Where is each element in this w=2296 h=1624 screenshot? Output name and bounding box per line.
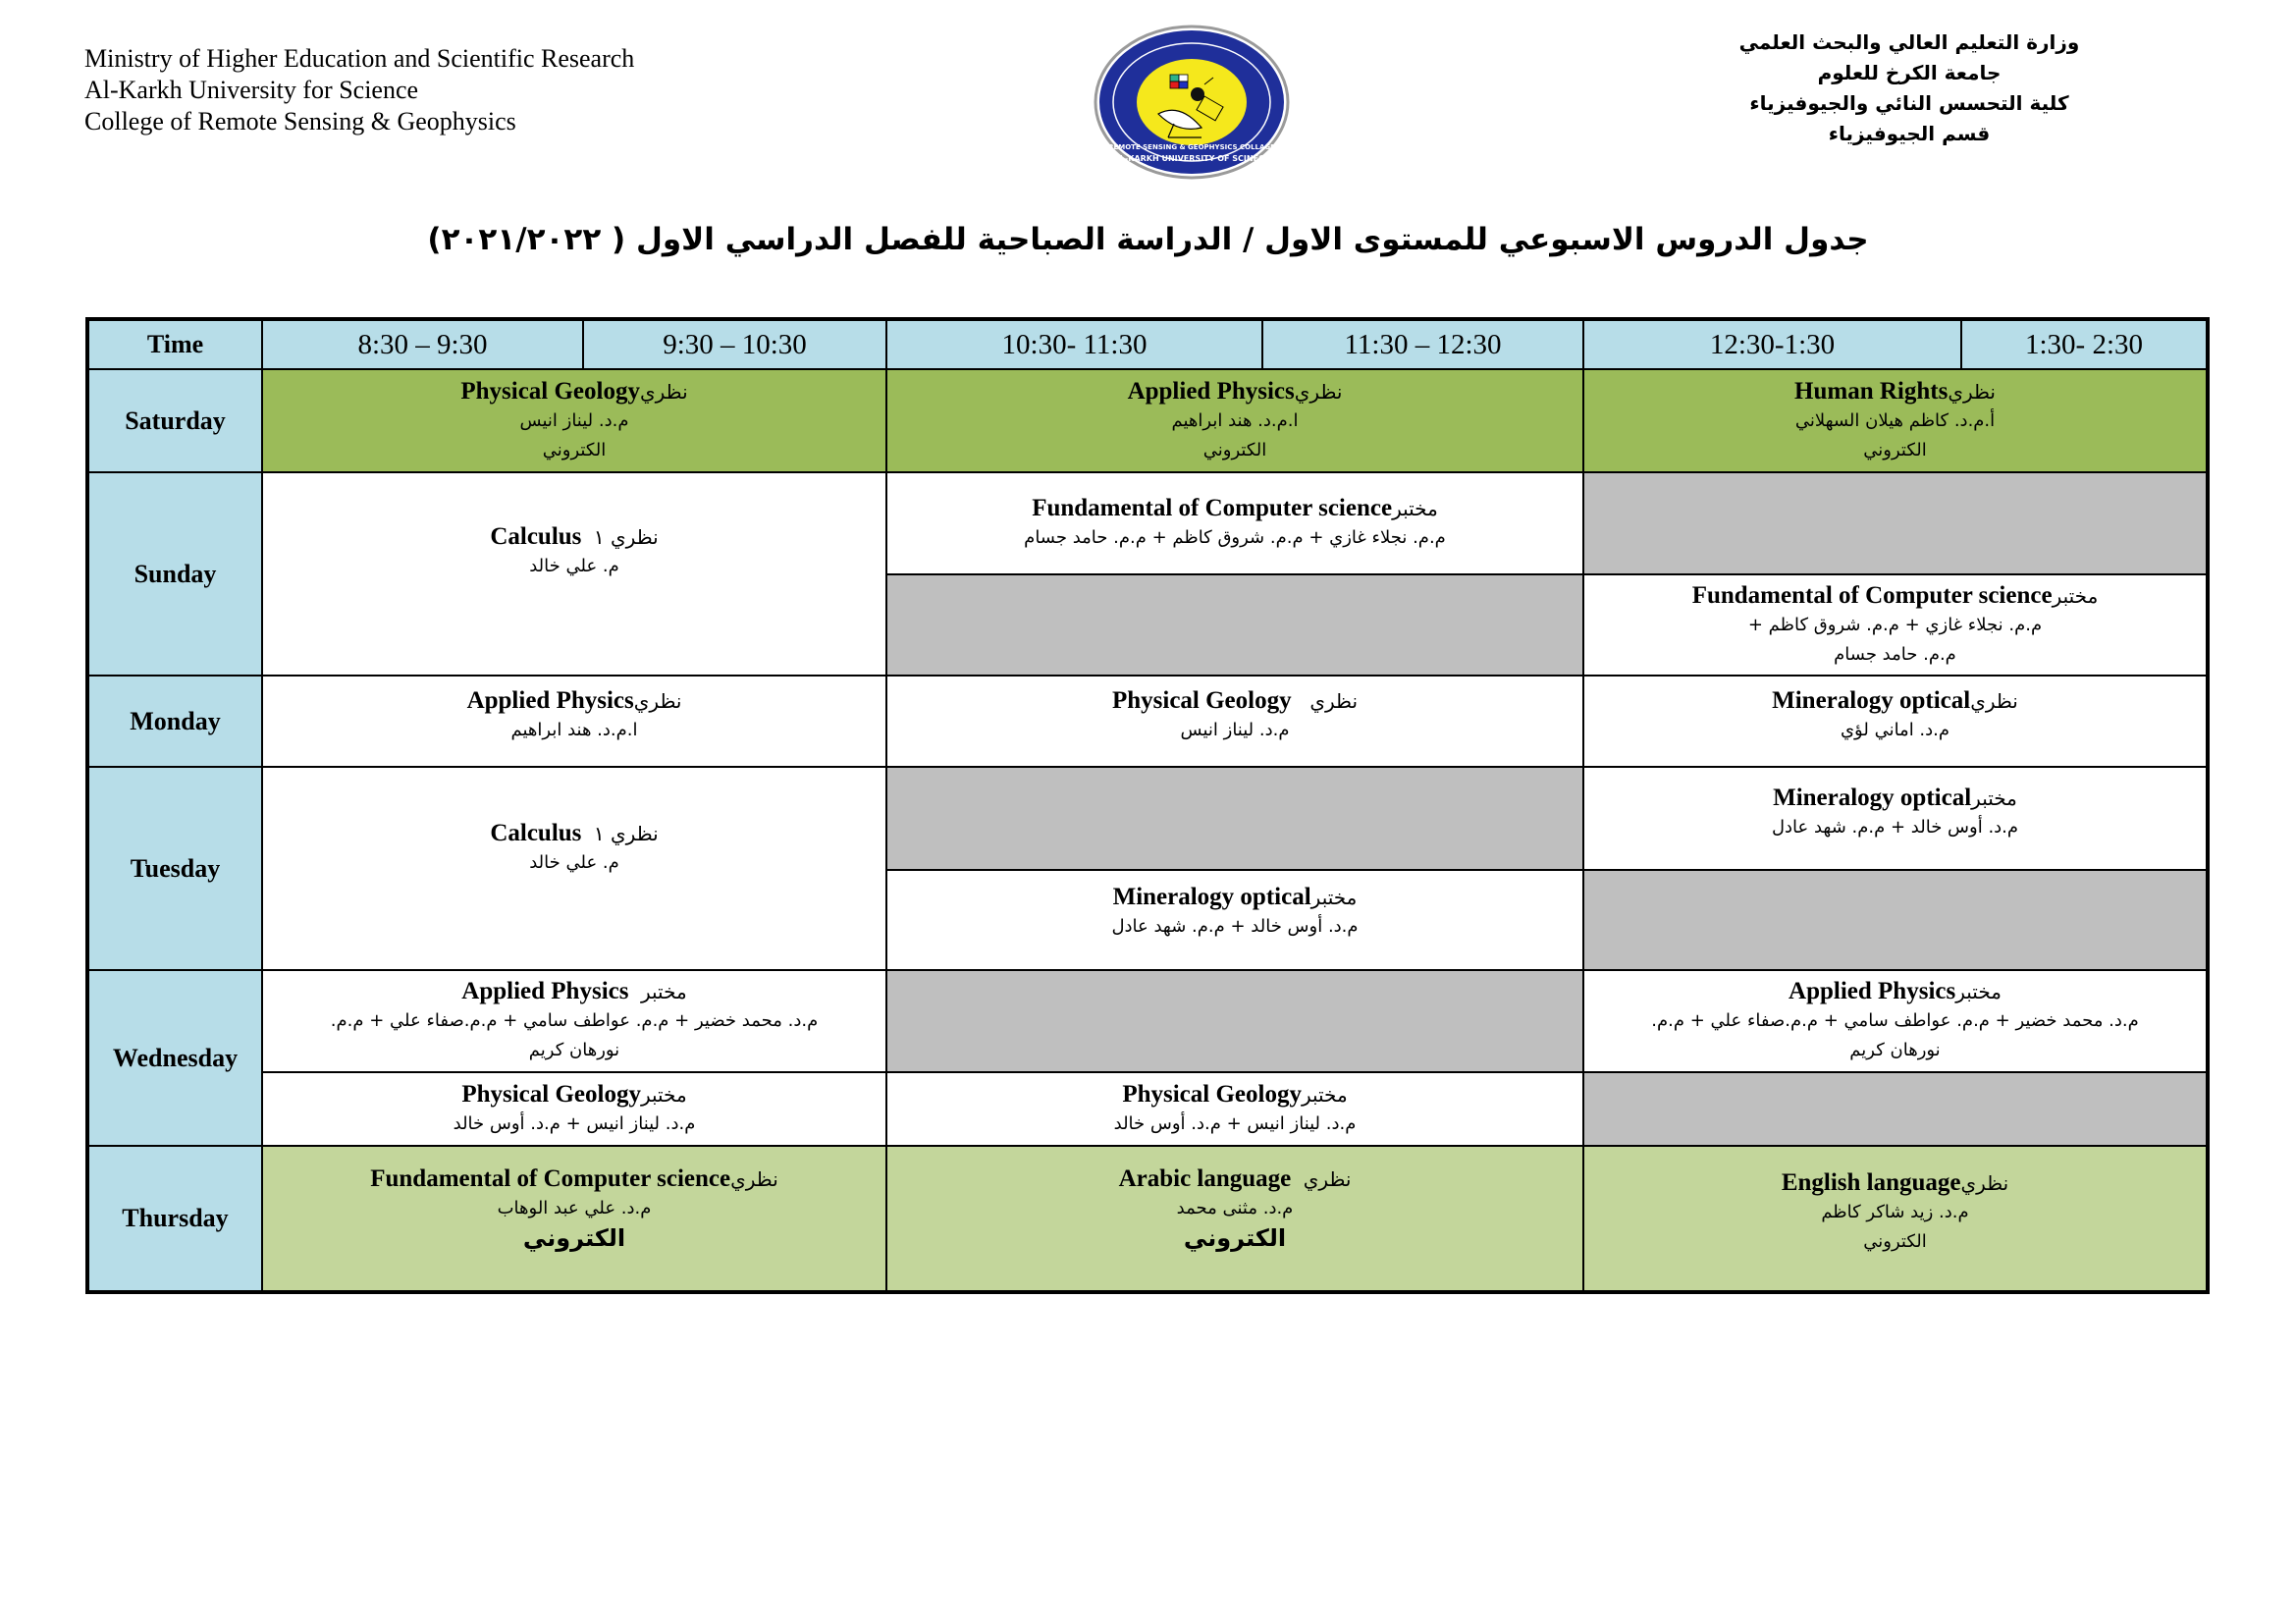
day-thursday [88, 1146, 262, 1291]
slot-header-2 [583, 320, 886, 369]
day-tuesday [88, 767, 262, 970]
instructor: م. علي خالد [529, 556, 619, 576]
day-label: Wednesday [112, 1043, 239, 1072]
slot-label: 11:30 – 12:30 [1344, 328, 1502, 360]
instructor: م.د. محمد خضير + م.م. عواطف سامي + م.م.صفاء علي + م.م. [330, 1010, 819, 1031]
time-header-cell [88, 320, 262, 369]
course-line [1782, 1168, 2008, 1198]
slot-header-4 [1262, 320, 1583, 369]
course-line [1692, 581, 2099, 611]
day-label: Saturday [125, 406, 226, 435]
session-type: نظري [1309, 689, 1359, 713]
slot-header-6 [1961, 320, 2207, 369]
empty-slot [1583, 870, 2207, 970]
course-name: Fundamental of Computer science [370, 1165, 731, 1192]
slot-label: 1:30- 2:30 [2024, 328, 2144, 360]
instructor: أ.م.د. كاظم هيلان السهلاني [1794, 409, 1996, 431]
course-line [1112, 686, 1358, 716]
instructor: م.د. محمد خضير + م.م. عواطف سامي + م.م.صفاء علي + م.م. [1651, 1010, 2139, 1031]
session-cell [262, 970, 886, 1072]
session-cell [886, 1146, 1583, 1291]
session-type: نظري [1960, 1171, 2009, 1195]
empty-slot [886, 574, 1583, 676]
delivery-mode: الكتروني [542, 439, 607, 460]
course-name: Applied Physics [466, 687, 634, 714]
ministry-name: Ministry of Higher Education and Scientific Research [84, 44, 635, 73]
slot-label: 10:30- 11:30 [1001, 328, 1148, 360]
session-cell [1583, 574, 2207, 676]
slot-header-5 [1583, 320, 1961, 369]
college-seal-logo [1092, 24, 1292, 181]
delivery-mode: الكتروني [522, 1224, 626, 1252]
course-name: Physical Geology [1111, 687, 1292, 714]
delivery-mode: الكتروني [1183, 1224, 1287, 1252]
slot-label: 9:30 – 10:30 [663, 328, 807, 360]
session-type: مختبر [1301, 1082, 1348, 1107]
course-name: Mineralogy optical [1773, 785, 1972, 811]
session-cell [262, 1072, 886, 1146]
instructor: م.د. أوس خالد + م.م. شهد عادل [1771, 817, 2019, 838]
college-name: College of Remote Sensing & Geophysics [84, 107, 516, 135]
empty-slot [1583, 472, 2207, 574]
course-line [467, 686, 682, 716]
ministry-header-arabic [1737, 27, 2081, 149]
course-name: Applied Physics [1789, 978, 1956, 1004]
instructor: ا.م.د. هند ابراهيم [510, 720, 638, 740]
department-name-arabic: قسم الجيوفيزياء [1828, 122, 1991, 145]
course-line [490, 522, 658, 552]
session-type: مختبر [1310, 886, 1358, 909]
course-name: Physical Geology [460, 377, 640, 405]
session-type: نظري [1303, 1167, 1352, 1191]
course-line [1789, 977, 2002, 1006]
course-name: Arabic language [1118, 1165, 1292, 1192]
session-cell [886, 1072, 1583, 1146]
university-name-arabic: جامعة الكرخ للعلوم [1817, 61, 2002, 84]
slot-header-1 [262, 320, 583, 369]
instructor: ا.م.د. هند ابراهيم [1171, 409, 1299, 431]
empty-slot [886, 970, 1583, 1072]
slot-header-3 [886, 320, 1262, 369]
session-cell [886, 870, 1583, 970]
course-name: Fundamental of Computer science [1691, 581, 2053, 609]
session-type: مختبر [640, 1082, 687, 1107]
day-wednesday [88, 970, 262, 1146]
college-name-arabic: كلية التحسس النائي والجيوفيزياء [1749, 91, 2069, 115]
course-name: Fundamental of Computer science [1032, 495, 1393, 521]
session-type: نظري [1294, 379, 1343, 404]
session-type: نظري ١ [593, 822, 659, 845]
course-line [461, 1080, 686, 1110]
instructor: م.م. نجلاء غازي + م.م. شروق كاظم + [1747, 614, 2043, 635]
svg-text:REMOTE SENSING & GEOPHYSICS CO: REMOTE SENSING & GEOPHYSICS COLLAGE [1108, 143, 1275, 151]
delivery-mode: الكتروني [1863, 439, 1927, 460]
instructor: نورهان كريم [1849, 1040, 1941, 1060]
instructor: م.د. ليناز انيس + م.د. أوس خالد [1113, 1112, 1357, 1134]
session-type: نظري [639, 379, 688, 404]
session-type: مختبر [2052, 583, 2099, 608]
day-monday [88, 676, 262, 767]
instructor: م.د. ليناز انيس [1180, 720, 1290, 740]
svg-text:AL-KARKH UNIVERSITY OF SCINECE: AL-KARKH UNIVERSITY OF SCINECE [1113, 154, 1270, 163]
instructor: م.م. نجلاء غازي + م.م. شروق كاظم + م.م. حامد جسام [1024, 527, 1446, 548]
weekly-timetable [85, 317, 2210, 1294]
day-label: Monday [130, 706, 221, 735]
course-name: Mineralogy optical [1112, 884, 1311, 910]
session-cell [1583, 676, 2207, 767]
course-name: Calculus [490, 523, 582, 550]
course-name: Applied Physics [1127, 377, 1295, 405]
instructor: م.د. اماني لؤي [1840, 720, 1950, 740]
session-cell [886, 369, 1583, 472]
course-line [1794, 377, 1996, 406]
session-type: نظري [633, 689, 682, 713]
session-type: مختبر [1971, 786, 2017, 810]
schedule-title: جدول الدروس الاسبوعي للمستوى الاول / الدراسة الصباحية للفصل الدراسي الاول ( ٢٠٢١/٢٠٢٢) [427, 222, 1869, 257]
course-line [1773, 784, 2017, 813]
course-line [461, 977, 686, 1006]
course-line [1113, 883, 1358, 912]
session-cell [1583, 1146, 2207, 1291]
university-name: Al-Karkh University for Science [84, 76, 419, 104]
session-type: نظري [1970, 689, 2018, 713]
day-sunday [88, 472, 262, 676]
empty-slot [886, 767, 1583, 870]
day-label: Sunday [133, 559, 217, 588]
session-type: مختبر [640, 980, 687, 1003]
course-line [1119, 1164, 1352, 1194]
time-label: Time [146, 330, 204, 358]
course-name: English language [1781, 1169, 1961, 1196]
slot-label: 8:30 – 9:30 [357, 328, 488, 360]
ministry-name-arabic: وزارة التعليم العالي والبحث العلمي [1738, 30, 2080, 54]
session-cell [262, 676, 886, 767]
instructor: م.د. مثنى محمد [1176, 1198, 1294, 1218]
instructor: م.د. أوس خالد + م.م. شهد عادل [1111, 916, 1359, 937]
session-type: مختبر [1955, 980, 2002, 1003]
course-line [370, 1164, 778, 1194]
session-cell [262, 767, 886, 970]
instructor: م.م. حامد جسام [1834, 643, 1956, 665]
course-name: Calculus [490, 820, 582, 846]
course-line [490, 819, 658, 848]
course-name: Physical Geology [461, 1080, 641, 1108]
instructor: م.د. علي عبد الوهاب [497, 1198, 652, 1218]
course-name: Applied Physics [461, 978, 629, 1004]
day-label: Thursday [122, 1204, 229, 1232]
day-label: Tuesday [130, 853, 221, 883]
session-cell [262, 472, 886, 676]
course-line [1122, 1080, 1347, 1110]
session-type: نظري ١ [593, 525, 659, 549]
instructor: م.د. زيد شاكر كاظم [1821, 1202, 1969, 1222]
session-cell [262, 1146, 886, 1291]
course-name: Mineralogy optical [1772, 687, 1971, 714]
ministry-header-english [84, 43, 634, 137]
session-cell [1583, 369, 2207, 472]
course-line [1032, 494, 1438, 523]
instructor: م. علي خالد [529, 852, 619, 873]
course-line [460, 377, 687, 406]
course-line [1128, 377, 1343, 406]
slot-label: 12:30-1:30 [1709, 328, 1836, 360]
course-name: Human Rights [1794, 377, 1949, 405]
session-type: نظري [730, 1167, 778, 1191]
course-name: Physical Geology [1122, 1080, 1302, 1108]
session-type: نظري [1948, 379, 1996, 404]
instructor: م.د. ليناز انيس + م.د. أوس خالد [453, 1112, 696, 1134]
session-type: مختبر [1392, 497, 1438, 520]
session-cell [1583, 970, 2207, 1072]
instructor: نورهان كريم [528, 1040, 620, 1060]
delivery-mode: الكتروني [1863, 1231, 1927, 1252]
session-cell [886, 676, 1583, 767]
course-line [1772, 686, 2018, 716]
day-saturday [88, 369, 262, 472]
session-cell [886, 472, 1583, 574]
session-cell [262, 369, 886, 472]
instructor: م.د. ليناز انيس [519, 409, 629, 431]
session-cell [1583, 767, 2207, 870]
delivery-mode: الكتروني [1202, 439, 1267, 460]
empty-slot [1583, 1072, 2207, 1146]
